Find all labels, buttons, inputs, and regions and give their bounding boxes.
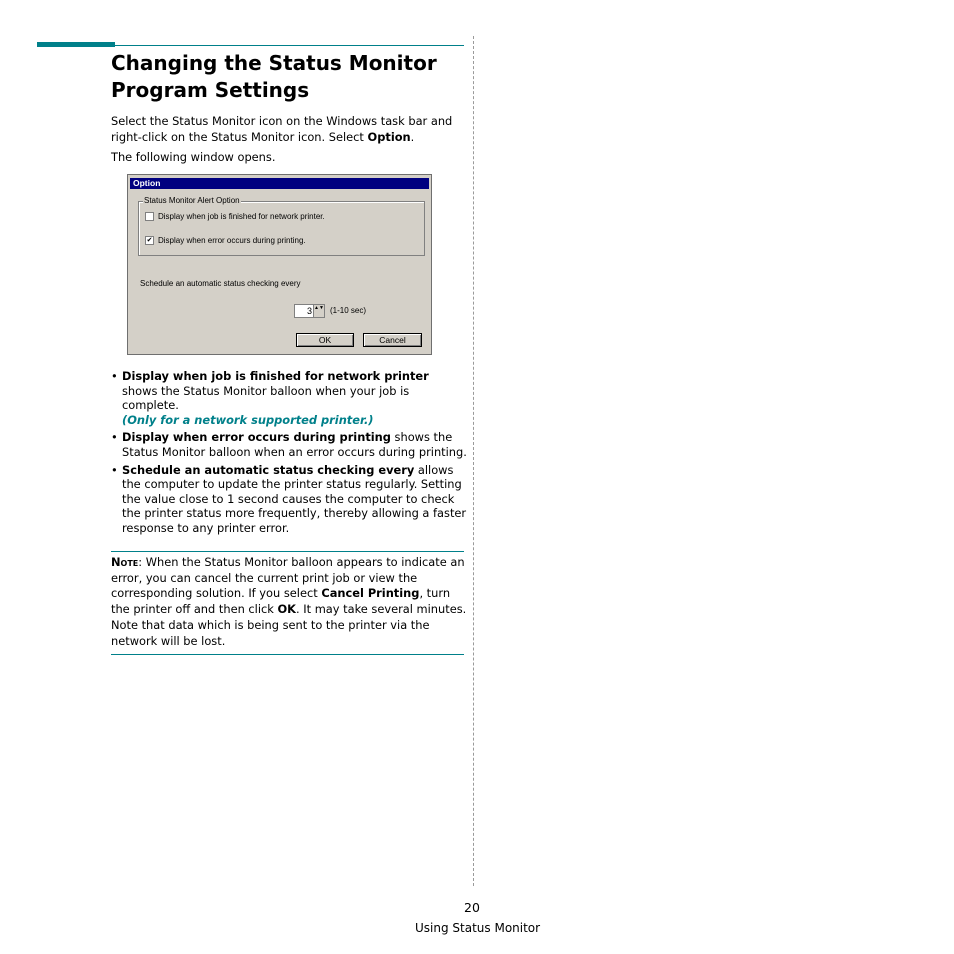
header-rule [115, 45, 464, 46]
note-text-2: , turn the printer off and then click [111, 586, 451, 617]
note-rule-top [111, 551, 464, 552]
dialog-titlebar: Option [130, 178, 429, 189]
spinner-arrows-icon[interactable]: ▲▼ [313, 305, 324, 317]
spinner-value: 3 [306, 306, 312, 316]
bullet-term: Display when error occurs during printing [122, 430, 391, 445]
note-text-3: . It may take several minutes. Note that data which is being sent to the printer via the network will be lost. [111, 602, 467, 648]
list-item [111, 463, 467, 536]
list-item [111, 369, 467, 427]
header-accent-bar [37, 42, 115, 47]
checkbox-job-finished-label: Display when job is finished for network printer. [158, 212, 325, 221]
footer-section-title: Using Status Monitor [415, 921, 541, 935]
note-rule-bottom [111, 654, 464, 655]
option-bullet-list [111, 369, 467, 539]
bullet-term: Schedule an automatic status checking every [122, 462, 415, 477]
checkbox-error-label: Display when error occurs during printing. [158, 236, 306, 245]
bullet-text: shows the Status Monitor balloon when an error occurs during printing. [122, 430, 467, 459]
checkbox-row-job-finished[interactable] [145, 212, 325, 221]
bullet-icon: • [111, 369, 118, 383]
checkbox-job-finished[interactable] [145, 212, 154, 221]
checkbox-row-error[interactable] [145, 236, 306, 245]
note-bold-ok: OK [277, 602, 296, 617]
ok-button[interactable]: OK [296, 333, 354, 347]
option-keyword: Option [367, 130, 411, 144]
bullet-text: allows the computer to update the printer status regularly. Setting the value close to 1 second causes the computer to check the printer status more frequently, thereby allowing a faster response to any printer error. [122, 462, 467, 535]
window-opens-text: The following window opens. [111, 150, 276, 164]
intro-text: Select the Status Monitor icon on the Windows task bar and right-click on the Status Monitor icon. Select [111, 114, 453, 144]
note-label: Note [111, 555, 139, 569]
bullet-text: shows the Status Monitor balloon when your job is complete. [122, 383, 410, 413]
alert-option-group [138, 196, 425, 256]
page-title: Changing the Status Monitor Program Settings [111, 51, 437, 102]
list-item [111, 430, 467, 459]
group-label: Status Monitor Alert Option [144, 196, 240, 205]
intro-period: . [410, 130, 415, 144]
option-dialog-screenshot [127, 174, 432, 355]
note-text-1: : When the Status Monitor balloon appears to indicate an error, you can cancel the current print job or view the corresponding solution. If you select [111, 555, 465, 601]
intro-paragraph [111, 113, 467, 145]
bullet-icon: • [111, 430, 118, 445]
bullet-icon: • [111, 462, 118, 477]
column-divider [473, 36, 474, 886]
interval-spinner[interactable] [294, 304, 325, 318]
note-box [111, 555, 467, 649]
network-only-note: (Only for a network supported printer.) [122, 412, 374, 427]
bullet-term: Display when job is finished for network printer [122, 369, 429, 383]
page-number: 20 [464, 900, 480, 915]
schedule-label: Schedule an automatic status checking every [140, 279, 301, 288]
checkbox-error[interactable]: ✔ [146, 237, 153, 244]
note-bold-cancel-printing: Cancel Printing [321, 586, 420, 601]
cancel-button[interactable]: Cancel [363, 333, 422, 347]
range-label: (1-10 sec) [330, 306, 367, 315]
